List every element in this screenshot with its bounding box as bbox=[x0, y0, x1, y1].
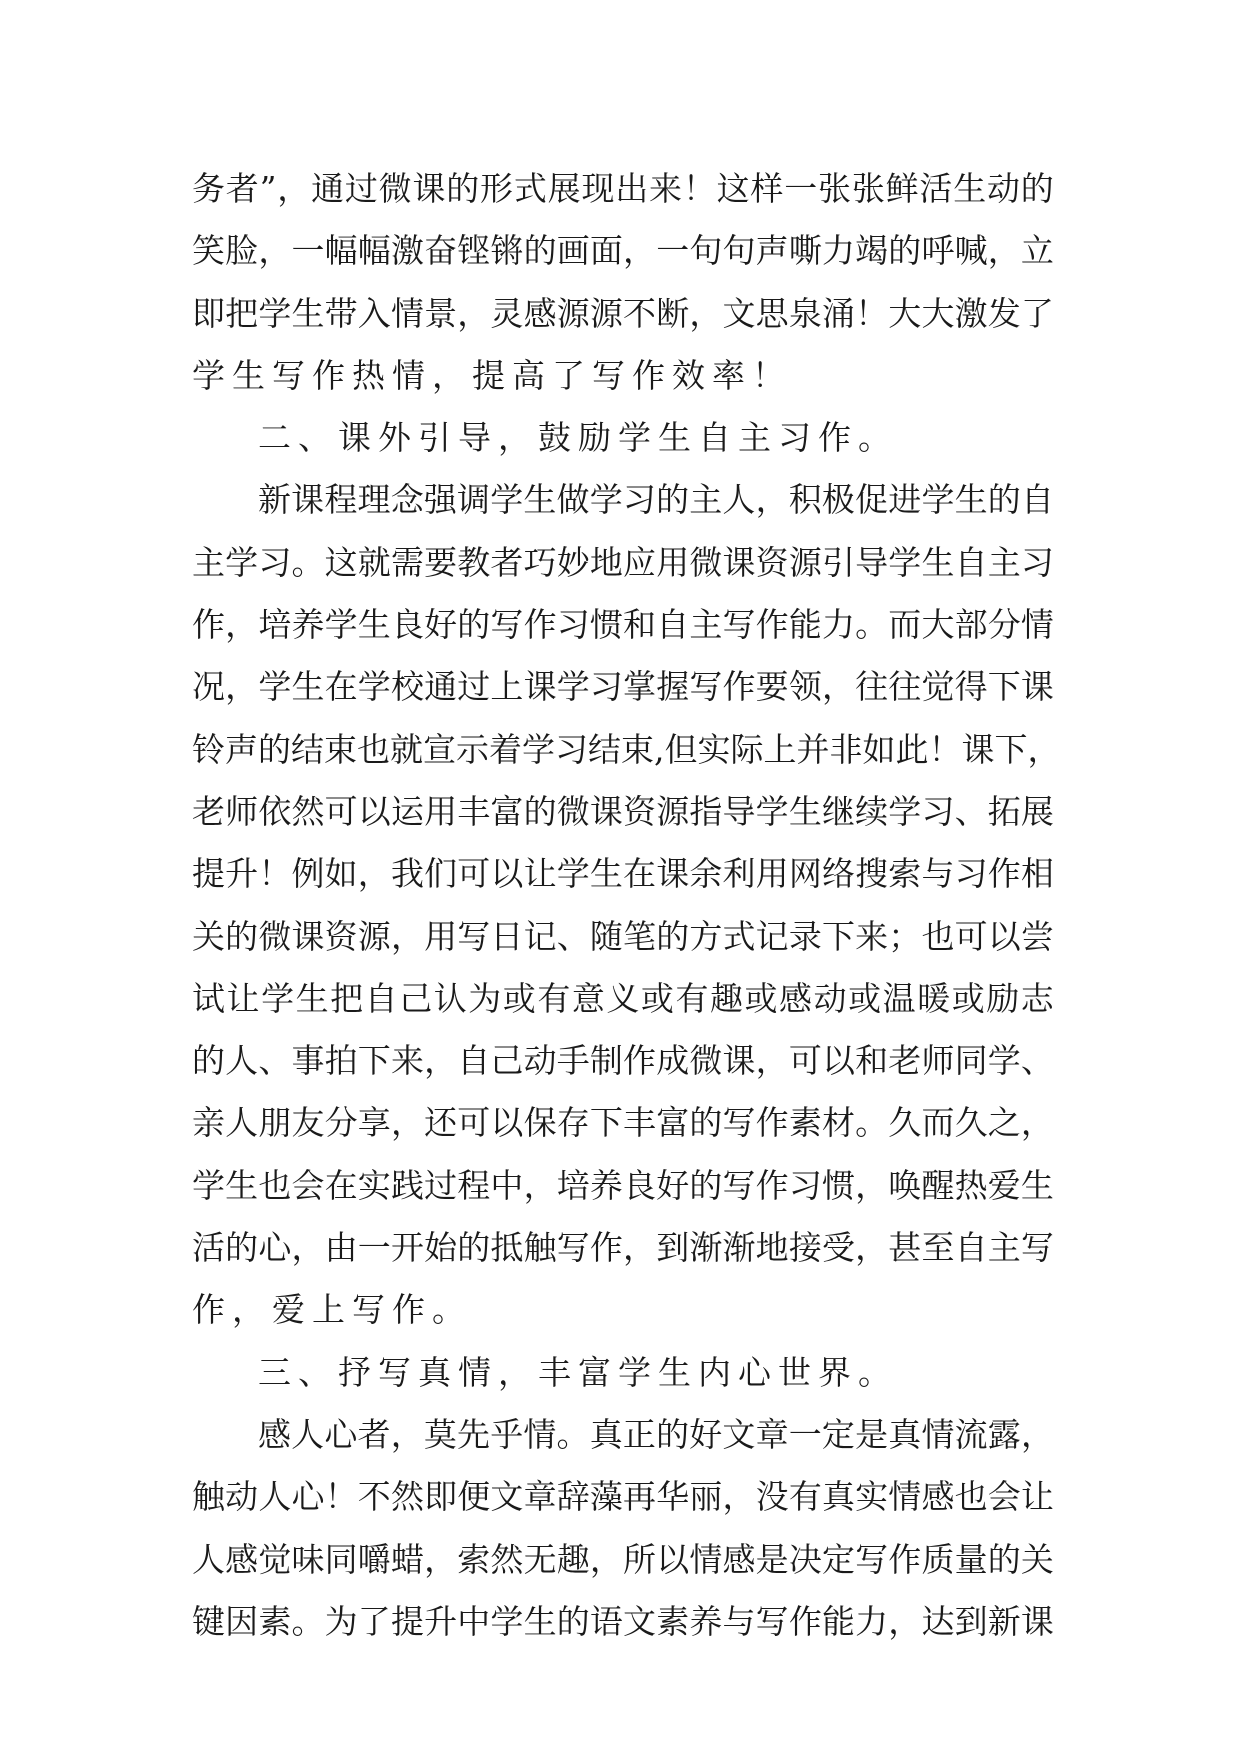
text-line: 亲 人 朋 友 分 享 ， 还 可 以 保 存 下 丰 富 的 写 作 素 材 。 久 而 久 之 ， bbox=[192, 1103, 1054, 1143]
text-line: 新 课 程 理 念 强 调 学 生 做 学 习 的 主 人 ， 积 极 促 进 学 生 的 自 bbox=[258, 480, 1054, 520]
text-line: 铃 声 的 结 束 也 就 宣 示 着 学 习 结 束 , 但 实 际 上 并 非 如 此 ！ 课 下 ， bbox=[192, 729, 1061, 769]
section-heading: 二、课外引导，鼓励学生自主习作。 bbox=[258, 418, 898, 458]
section-heading: 三、抒写真情，丰富学生内心世界。 bbox=[258, 1352, 898, 1392]
text-line: 关 的 微 课 资 源 ， 用 写 日 记 、 随 笔 的 方 式 记 录 下 来 ； 也 可 以 尝 bbox=[192, 916, 1054, 956]
text-line: 的 人 、 事 拍 下 来 ， 自 己 动 手 制 作 成 微 课 ， 可 以 和 老 师 同 学 、 bbox=[192, 1041, 1054, 1081]
text-line: 即 把 学 生 带 入 情 景 ， 灵 感 源 源 不 断 ， 文 思 泉 涌 ！ 大 大 激 发 了 bbox=[192, 293, 1054, 333]
text-line: 提 升 ！ 例 如 ， 我 们 可 以 让 学 生 在 课 余 利 用 网 络 搜 索 与 习 作 相 bbox=[192, 854, 1054, 894]
text-line: 学生写作热情，提高了写作效率！ bbox=[192, 355, 792, 395]
text-line: 人 感 觉 味 同 嚼 蜡 ， 索 然 无 趣 ， 所 以 情 感 是 决 定 写 作 质 量 的 关 bbox=[192, 1539, 1054, 1579]
text-line: 学 生 也 会 在 实 践 过 程 中 ， 培 养 良 好 的 写 作 习 惯 ， 唤 醒 热 爱 生 bbox=[192, 1165, 1054, 1205]
text-line: 试 让 学 生 把 自 己 认 为 或 有 意 义 或 有 趣 或 感 动 或 温 暖 或 励 志 bbox=[192, 978, 1054, 1018]
text-line: 感 人 心 者 ， 莫 先 乎 情 。 真 正 的 好 文 章 一 定 是 真 情 流 露 ， bbox=[258, 1414, 1054, 1454]
text-line: 务 者 ” ， 通 过 微 课 的 形 式 展 现 出 来 ！ 这 样 一 张 张 鲜 活 生 动 的 bbox=[192, 169, 1054, 208]
text-line: 作，爱上写作。 bbox=[192, 1290, 472, 1330]
text-line: 触 动 人 心 ！ 不 然 即 便 文 章 辞 藻 再 华 丽 ， 没 有 真 实 情 感 也 会 让 bbox=[192, 1477, 1054, 1517]
text-line: 况 ， 学 生 在 学 校 通 过 上 课 学 习 掌 握 写 作 要 领 ， 往 往 觉 得 下 课 bbox=[192, 667, 1054, 707]
text-line: 作 ， 培 养 学 生 良 好 的 写 作 习 惯 和 自 主 写 作 能 力 。 而 大 部 分 情 bbox=[192, 605, 1054, 645]
text-line: 活 的 心 ， 由 一 开 始 的 抵 触 写 作 ， 到 渐 渐 地 接 受 ， 甚 至 自 主 写 bbox=[192, 1228, 1054, 1268]
text-line: 笑 脸 ， 一 幅 幅 激 奋 铿 锵 的 画 面 ， 一 句 句 声 嘶 力 竭 的 呼 喊 ， 立 bbox=[192, 231, 1054, 271]
text-line: 老 师 依 然 可 以 运 用 丰 富 的 微 课 资 源 指 导 学 生 继 续 学 习 、 拓 展 bbox=[192, 791, 1054, 831]
document-body bbox=[192, 158, 1061, 1653]
text-line: 主 学 习 。 这 就 需 要 教 者 巧 妙 地 应 用 微 课 资 源 引 导 学 生 自 主 习 bbox=[192, 542, 1054, 582]
text-line: 键 因 素 。 为 了 提 升 中 学 生 的 语 文 素 养 与 写 作 能 力 ， 达 到 新 课 bbox=[192, 1601, 1054, 1641]
